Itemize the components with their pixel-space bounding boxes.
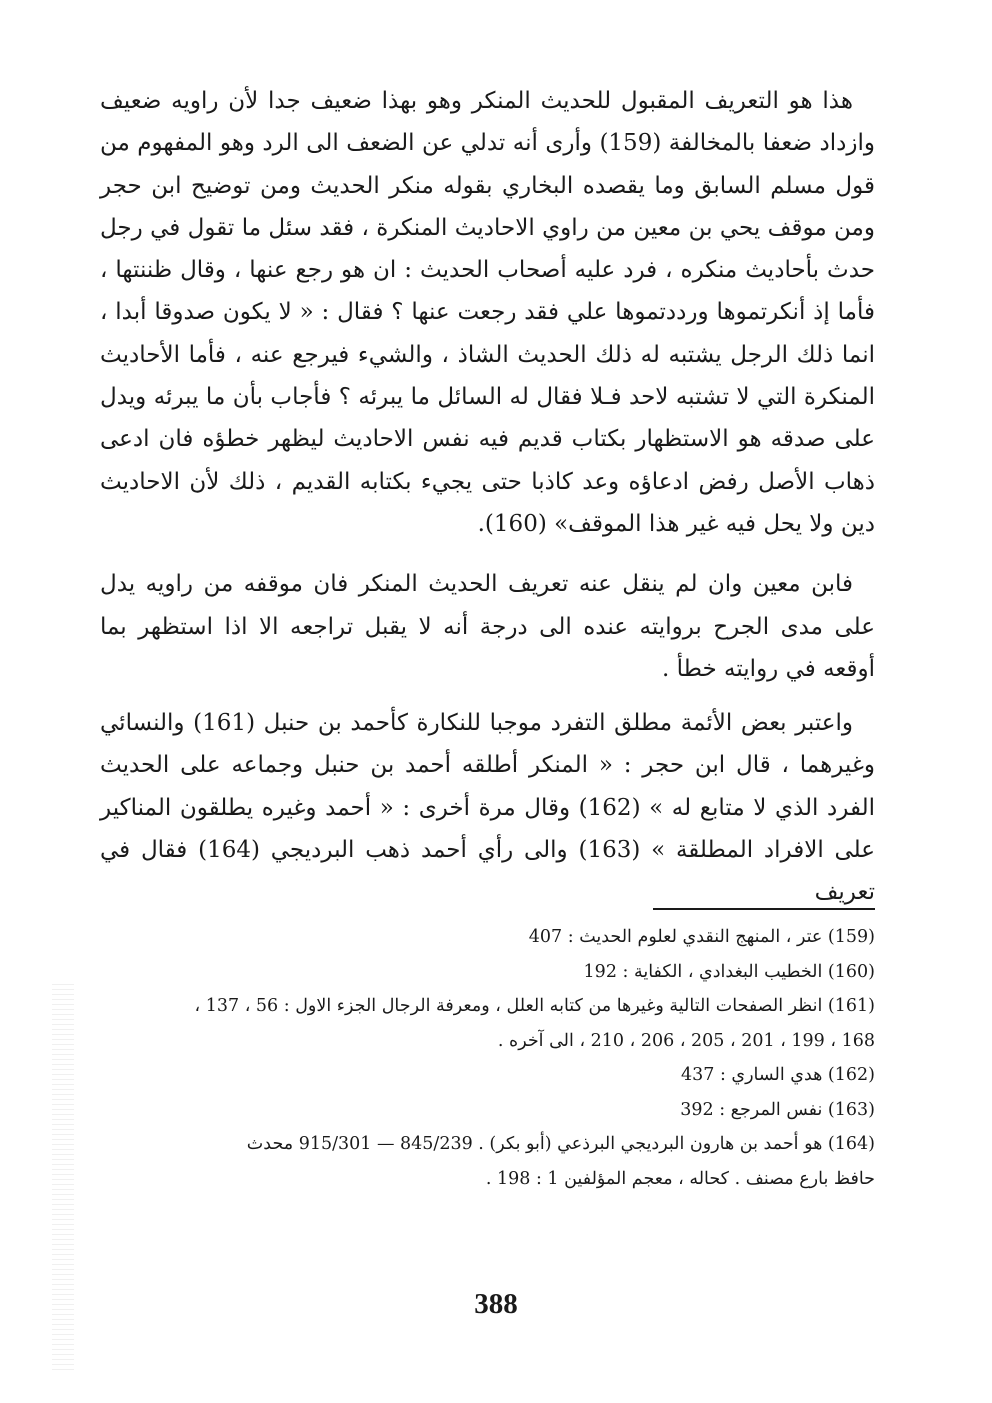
- paragraph-2: فابن معين وان لم ينقل عنه تعريف الحديث المنكر فان موقفه من راويه يدل على مدى الجرح بروايته عنده الى درجة أنه لا يقبل تراجعه الا اذا استظهر بما أوقعه في روايته خطأ .: [100, 571, 875, 682]
- paragraph-1: هذا هو التعريف المقبول للحديث المنكر وهو بهذا ضعيف جدا لأن راويه ضعيف وازداد ضعفا بالمخالفة (159) وأرى أنه تدلي عن الضعف الى الرد وهو المفهوم من قول مسلم السابق وما يقصده البخاري بقوله منكر الحديث ومن توضيح ابن حجر ومن موقف يحي بن معين من راوي الاحاديث المنكرة ، فقد سئل ما تقول في رجل حدث بأحاديث منكره ، فرد عليه أصحاب الحديث : ان هو رجع عنها ، وقال ظننتها ، فأما إذ أنكرتموها ورددتموها علي فقد رجعت عنها ؟ فقال : « لا يكون صدوقا أبدا ، انما ذلك الرجل يشتبه له ذلك الحديث الشاذ ، والشيء فيرجع عنه ، فأما الأحاديث المنكرة التي لا تشتبه لاحد فـلا فقال له السائل ما يبرئه ؟ فأجاب بأن ما يبرئه ويدل على صدقه هو الاستظهار بكتاب قديم فيه نفس الاحاديث ليظهر خطؤه فان ادعى ذهاب الأصل رفض ادعاؤه وعد كاذبا حتى يجيء بكتابه القديم ، ذلك لأن الاحاديث دين ولا يحل فيه غير هذا الموقف» (160).: [100, 88, 875, 537]
- footnote-text: (163) نفس المرجع : 392: [680, 1099, 875, 1120]
- footnotes: [100, 920, 875, 1196]
- footnote-continuation: 168 ، 199 ، 201 ، 205 ، 206 ، 210 ، الى آخره .: [497, 1030, 875, 1051]
- footnote-163: [100, 1093, 875, 1128]
- footnote-continuation: حافظ بارع مصنف . كحاله ، معجم المؤلفين 1 : 198 .: [485, 1168, 875, 1189]
- footnote-text: (162) هدي الساري : 437: [680, 1065, 875, 1085]
- footnote-text: (160) الخطيب البغدادي ، الكفاية : 192: [583, 961, 875, 982]
- footnote-text: (164) هو أحمد بن هارون البرديجي البرذعي (أبو بكر) . 845/239 — 915/301 محدث: [246, 1134, 875, 1154]
- main-text: [100, 80, 875, 914]
- footnote-divider: [653, 908, 875, 910]
- footnote-text: (161) انظر الصفحات التالية وغيرها من كتابه العلل ، ومعرفة الرجال الجزء الاول : 56 ، 137 ،: [194, 996, 875, 1016]
- footnote-162: [100, 1058, 875, 1093]
- footnote-159: [100, 920, 875, 955]
- footnote-161: [100, 989, 875, 1058]
- footnote-160: [100, 955, 875, 990]
- footnote-164: [100, 1127, 875, 1196]
- footnote-text: (159) عتر ، المنهج النقدي لعلوم الحديث : 407: [528, 927, 875, 947]
- paragraph-3: واعتبر بعض الأئمة مطلق التفرد موجبا للنكارة كأحمد بن حنبل (161) والنسائي وغيرهما ، قال ابن حجر : « المنكر أطلقه أحمد بن حنبل وجماعه على الحديث الفرد الذي لا متابع له » (162) وقال مرة أخرى : « أحمد وغيره يطلقون المناكير على الافراد المطلقة » (163) والى رأي أحمد ذهب البرديجي (164) فقال في تعريف: [100, 710, 876, 906]
- page-number: 388: [474, 1288, 518, 1320]
